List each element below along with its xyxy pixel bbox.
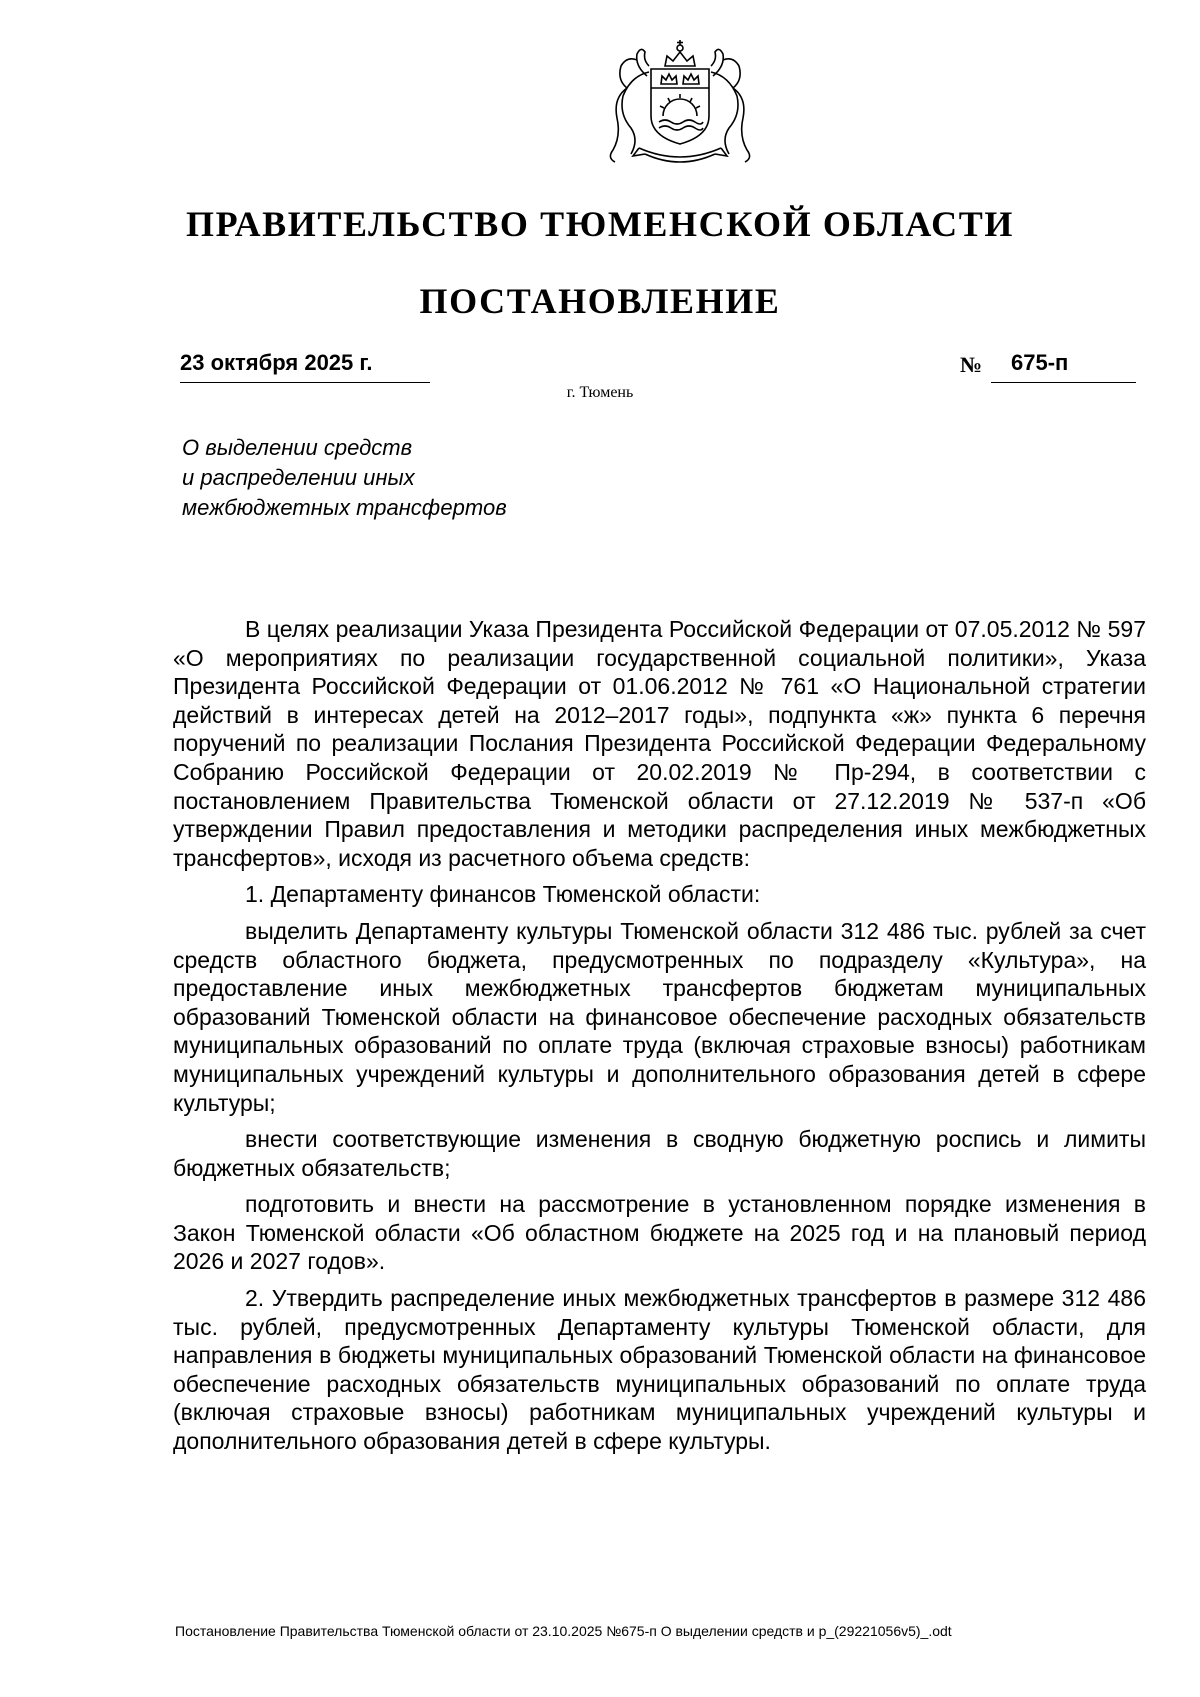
- body-paragraph: подготовить и внести на рассмотрение в установленном порядке изменения в Закон Тюменской области «Об областном бюджете на 2025 год и на плановый период 2026 и 2027 годов».: [173, 1191, 1146, 1275]
- body-paragraph: внести соответствующие изменения в сводную бюджетную роспись и лимиты бюджетных обязательств;: [173, 1126, 1146, 1181]
- document-number: 675-п: [1011, 350, 1069, 375]
- subject-line: межбюджетных трансфертов: [182, 495, 507, 520]
- date-field: [180, 350, 430, 383]
- government-title: ПРАВИТЕЛЬСТВО ТЮМЕНСКОЙ ОБЛАСТИ: [186, 204, 1014, 244]
- coat-of-arms-icon: [591, 36, 769, 166]
- document-type: ПОСТАНОВЛЕНИЕ: [419, 281, 781, 321]
- body-paragraph: 1. Департаменту финансов Тюменской области:: [245, 881, 761, 908]
- document-subject: [182, 433, 702, 523]
- subject-line: О выделении средств: [182, 435, 413, 460]
- body-paragraph: В целях реализации Указа Президента Российской Федерации от 07.05.2012 № 597 «О мероприятиях по реализации государственной социальной политики», Указа Президента Российской Федерации от 01.06.2012 № 761 «О Национальной стратегии действий в интересах детей на 2012–2017 годы», подпункта «ж» пункта 6 перечня поручений по реализации Послания Президента Российской Федерации Федеральному Собранию Российской Федерации от 20.02.2019 № Пр-294, в соответствии с постановлением Правительства Тюменской области от 27.12.2019 № 537-п «Об утверждении Правил предоставления и методики распределения иных межбюджетных трансфертов», исходя из расчетного объема средств:: [173, 616, 1146, 871]
- document-body: [173, 615, 1146, 1464]
- body-paragraph: 2. Утвердить распределение иных межбюджетных трансфертов в размере 312 486 тыс. рублей, предусмотренных Департаменту культуры Тюменской области, для направления в бюджеты муниципальных образований Тюменской области на финансовое обеспечение расходных обязательств муниципальных образований по оплате труда (включая страховые взносы) работникам муниципальных учреждений культуры и дополнительного образования детей в сфере культуры.: [173, 1285, 1146, 1455]
- document-date: 23 октября 2025 г.: [180, 350, 373, 375]
- subject-line: и распределении иных: [182, 465, 415, 490]
- footer-filename: Постановление Правительства Тюменской области от 23.10.2025 №675-п О выделении средств и р_(29221056v5)_.odt: [175, 1623, 952, 1639]
- number-sign: №: [960, 352, 983, 377]
- city: г. Тюмень: [566, 384, 634, 401]
- body-paragraph: выделить Департаменту культуры Тюменской области 312 486 тыс. рублей за счет средств областного бюджета, предусмотренных по подразделу «Культура», на предоставление иных межбюджетных трансфертов бюджетам муниципальных образований Тюменской области на финансовое обеспечение расходных обязательств муниципальных образований по оплате труда (включая страховые взносы) работникам муниципальных учреждений культуры и дополнительного образования детей в сфере культуры;: [173, 917, 1146, 1116]
- number-field: [991, 350, 1136, 383]
